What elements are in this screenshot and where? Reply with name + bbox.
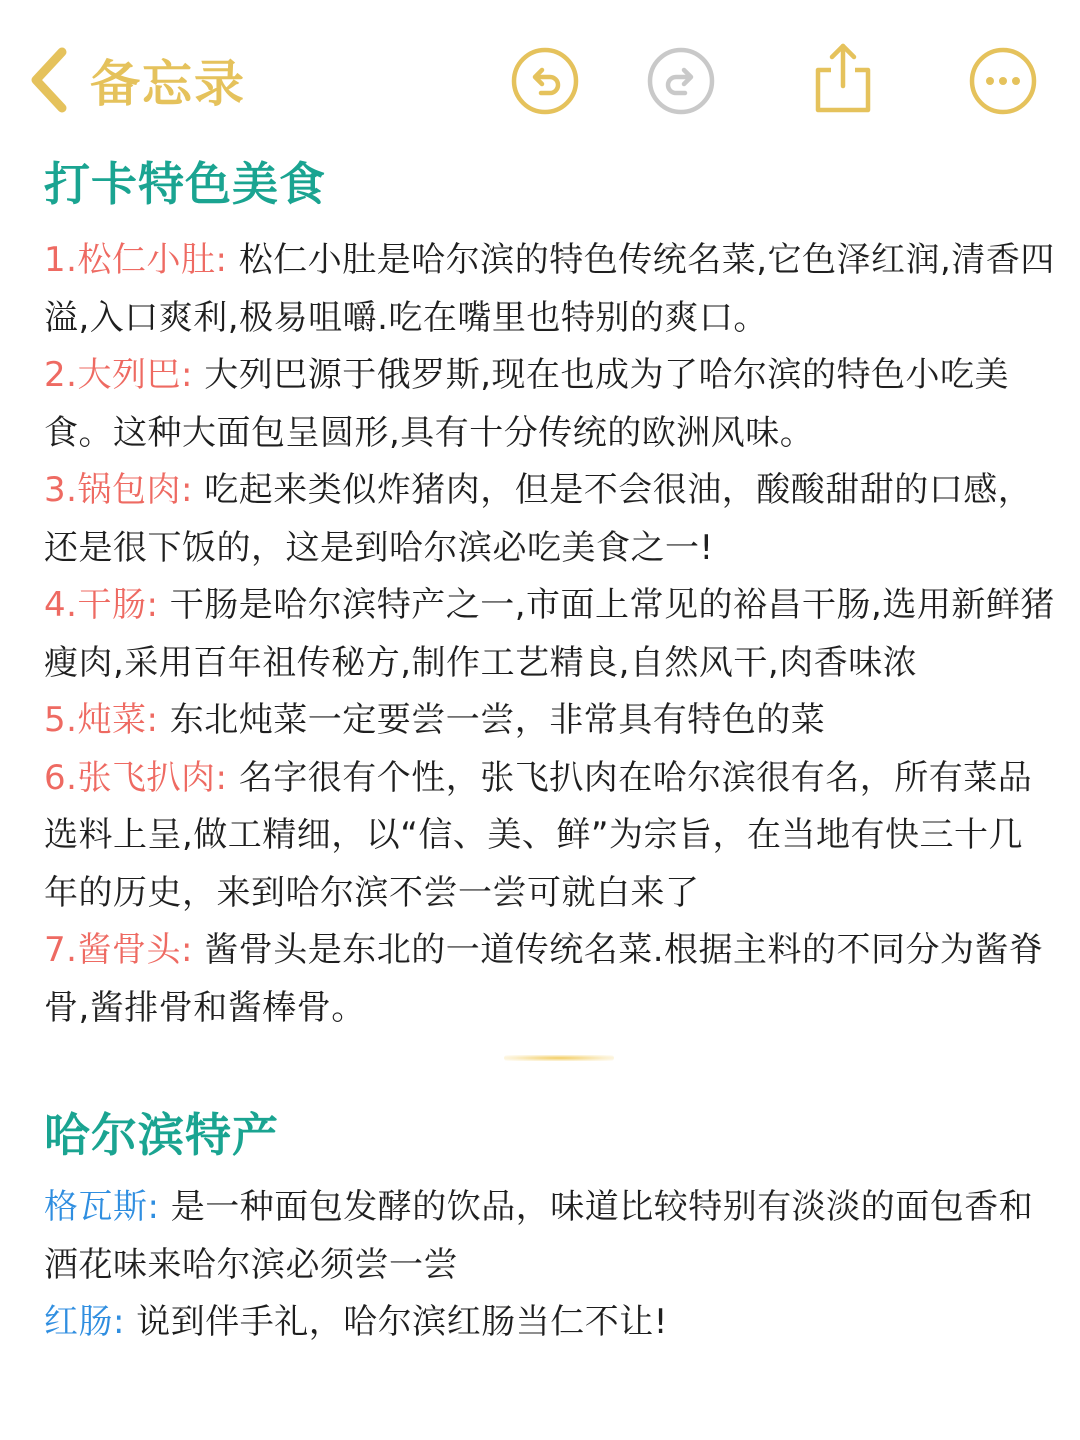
item-label: 7.酱骨头: [44,930,193,970]
item-text: 松仁小肚是哈尔滨的特色传统名菜,它色泽红润,清香四溢,入口爽利,极易咀嚼.吃在嘴里也特别的爽口。 [44,240,1055,338]
share-icon [808,40,878,116]
item-label: 1.松仁小肚: [44,240,228,280]
item-text: 酱骨头是东北的一道传统名菜.根据主料的不同分为酱脊骨,酱排骨和酱棒骨。 [44,930,1044,1028]
list-item [44,577,1056,692]
item-text: 东北炖菜一定要尝一尝，非常具有特色的菜 [158,700,826,740]
list-item [44,1179,1056,1294]
section-divider [44,1037,1056,1103]
list-item [44,1294,1056,1352]
item-text: 大列巴源于俄罗斯,现在也成为了哈尔滨的特色小吃美食。这种大面包呈圆形,具有十分传统的欧洲风味。 [44,355,1010,453]
redo-button[interactable] [646,46,716,116]
section-title-specialties: 哈尔滨特产 [44,1108,279,1162]
list-item [44,922,1056,1037]
list-item [44,347,1056,462]
item-label: 5.炖菜: [44,700,159,740]
item-text: 名字很有个性，张飞扒肉在哈尔滨很有名，所有菜品选料上呈,做工精细，以“信、美、鲜”为宗旨，在当地有快三十几年的历史，来到哈尔滨不尝一尝可就白来了 [44,757,1033,913]
section-title-food: 打卡特色美食 [44,157,326,211]
item-label: 格瓦斯: [44,1187,160,1227]
more-button[interactable] [968,46,1038,116]
chevron-left-icon [24,44,76,116]
back-label: 备忘录 [90,55,246,113]
navigation-bar [0,0,1080,150]
undo-button[interactable] [510,46,580,116]
item-label: 6.张飞扒肉: [44,757,228,798]
item-text: 干肠是哈尔滨特产之一,市面上常见的裕昌干肠,选用新鲜猪瘦肉,采用百年祖传秘方,制作工艺精良,自然风干,肉香味浓 [44,585,1055,683]
redo-icon [646,46,716,116]
list-item [44,232,1056,347]
item-text: 吃起来类似炸猪肉，但是不会很油，酸酸甜甜的口感，还是很下饭的，这是到哈尔滨必吃美食之一! [44,470,1033,568]
item-label: 2.大列巴: [44,355,193,395]
list-item [44,462,1056,577]
more-icon [968,46,1038,116]
item-text: 说到伴手礼，哈尔滨红肠当仁不让! [124,1302,668,1342]
item-text: 是一种面包发酵的饮品，味道比较特别有淡淡的面包香和酒花味来哈尔滨必须尝一尝 [44,1187,1034,1285]
undo-icon [510,46,580,116]
item-label: 4.干肠: [44,585,159,625]
item-label: 红肠: [44,1302,125,1342]
list-item [44,750,1056,923]
back-button[interactable] [24,44,246,116]
divider-line [504,1055,614,1061]
note-body[interactable] [44,150,1056,1352]
list-item [44,692,1056,750]
item-label: 3.锅包肉: [44,470,193,510]
share-button[interactable] [808,40,878,110]
